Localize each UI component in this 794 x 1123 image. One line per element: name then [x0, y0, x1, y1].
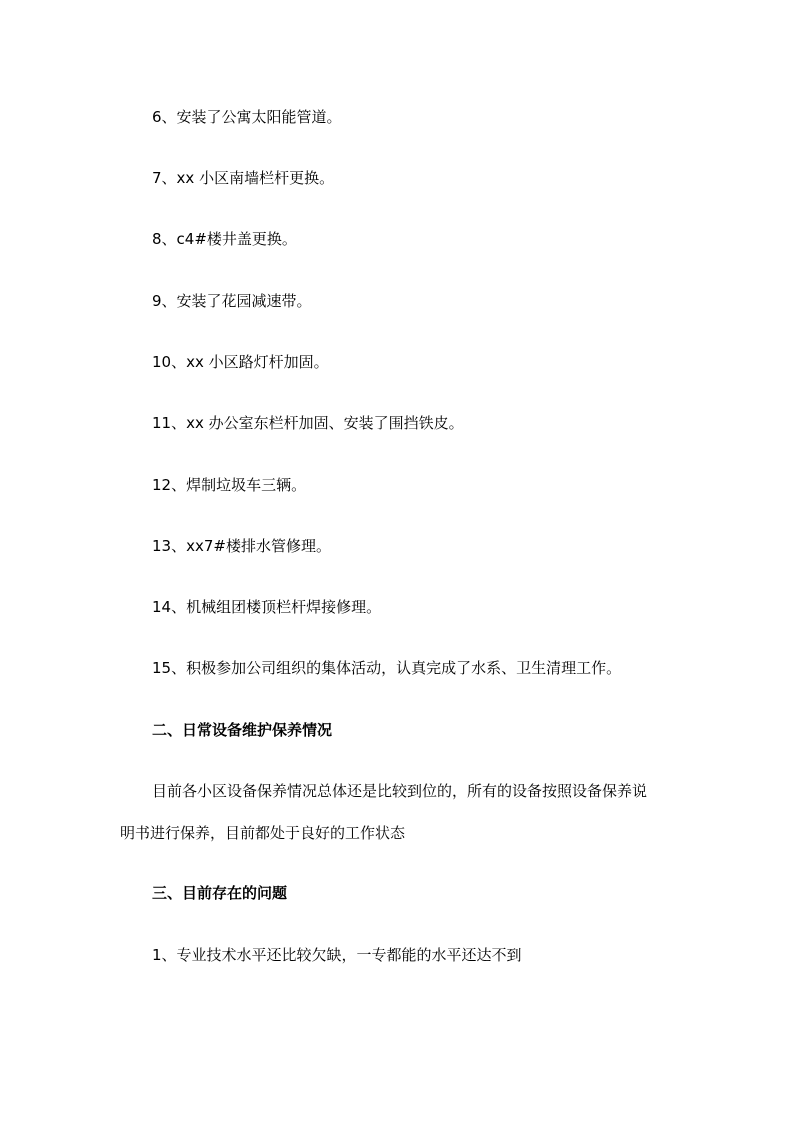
list-item: 14、机械组团楼顶栏杆焊接修理。	[152, 598, 382, 616]
list-item: 1、专业技术水平还比较欠缺，一专都能的水平还达不到	[152, 946, 522, 964]
list-item: 7、xx 小区南墙栏杆更换。	[152, 169, 335, 187]
list-item: 13、xx7#楼排水管修理。	[152, 537, 331, 555]
paragraph-line: 明书进行保养，目前都处于良好的工作状态	[120, 824, 406, 842]
list-item: 9、安装了花园减速带。	[152, 292, 312, 310]
list-item: 15、积极参加公司组织的集体活动，认真完成了水系、卫生清理工作。	[152, 659, 622, 677]
list-item: 11、xx 办公室东栏杆加固、安装了围挡铁皮。	[152, 414, 464, 432]
list-item: 12、焊制垃圾车三辆。	[152, 476, 307, 494]
list-item: 8、c4#楼井盖更换。	[152, 230, 297, 248]
section-heading-daily-maintenance: 二、日常设备维护保养情况	[152, 721, 333, 739]
list-item: 10、xx 小区路灯杆加固。	[152, 353, 329, 371]
list-item: 6、安装了公寓太阳能管道。	[152, 108, 342, 126]
paragraph-line: 目前各小区设备保养情况总体还是比较到位的，所有的设备按照设备保养说	[152, 782, 648, 800]
section-heading-existing-problems: 三、目前存在的问题	[152, 884, 288, 902]
